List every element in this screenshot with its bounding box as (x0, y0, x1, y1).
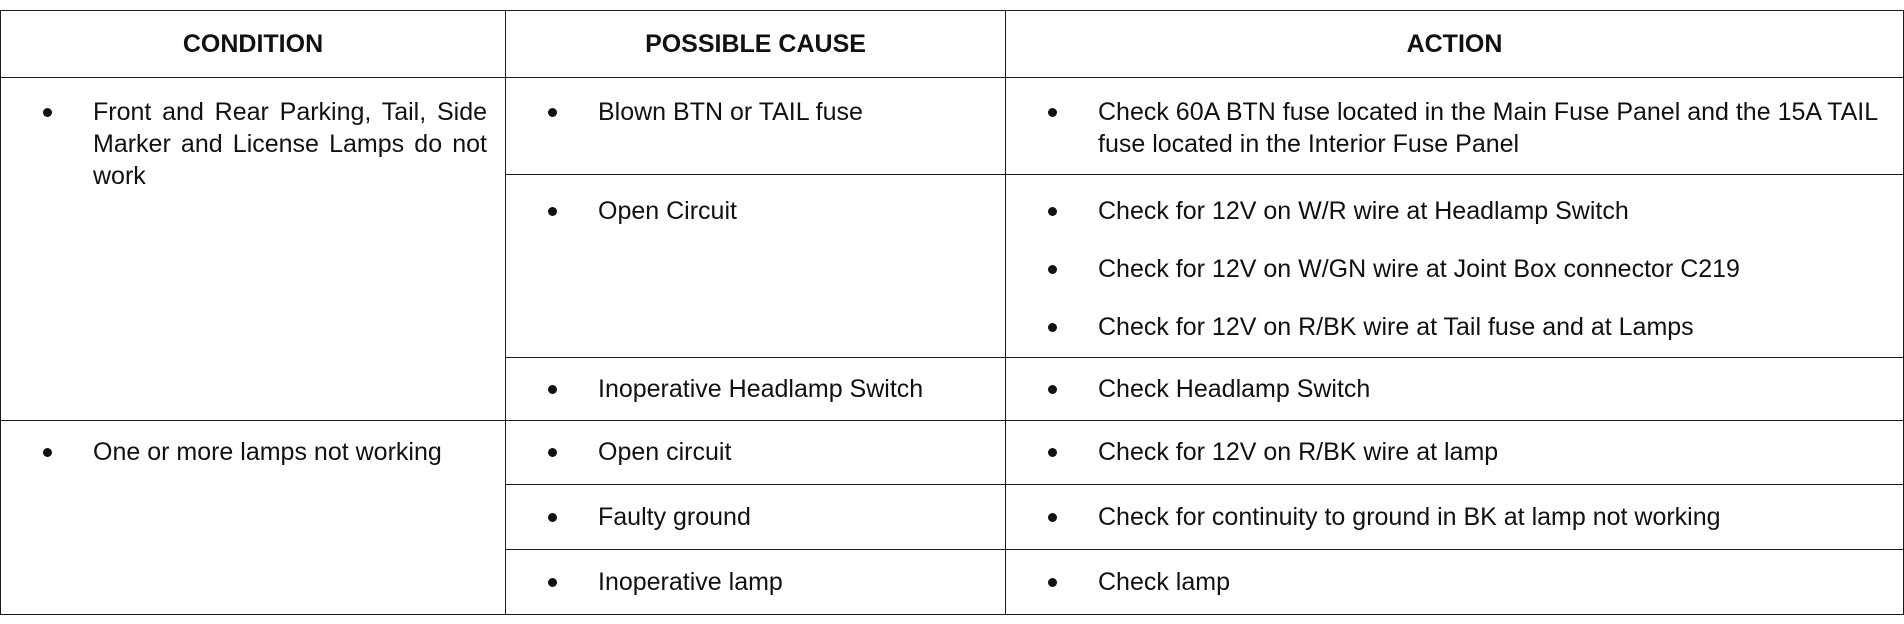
bullet-icon (1048, 207, 1057, 216)
action-cell (1006, 78, 1904, 175)
cause-text: Faulty ground (598, 503, 751, 531)
condition-cell (1, 421, 506, 615)
action-text: Check for 12V on W/R wire at Headlamp Switch (1098, 197, 1629, 225)
cause-cell (506, 421, 1006, 485)
action-text: Check Headlamp Switch (1098, 375, 1371, 403)
action-text: Check for 12V on R/BK wire at lamp (1098, 438, 1499, 466)
bullet-icon (548, 108, 557, 117)
bullet-icon (548, 385, 557, 394)
action-item (1006, 311, 1903, 343)
action-cell (1006, 550, 1904, 615)
bullet-icon (548, 207, 557, 216)
action-item (1006, 566, 1903, 598)
cause-item (506, 436, 1005, 468)
cause-cell (506, 358, 1006, 421)
troubleshooting-table-container (0, 10, 1903, 615)
cause-item (506, 501, 1005, 533)
bullet-icon (1048, 385, 1057, 394)
condition-text: Front and Rear Parking, Tail, Side Marker and License Lamps do not work (93, 98, 487, 190)
table-row (1, 421, 1904, 485)
bullet-icon (1048, 108, 1057, 117)
action-cell (1006, 421, 1904, 485)
cause-text: Blown BTN or TAIL fuse (598, 98, 863, 126)
cause-item (506, 373, 1005, 405)
cause-item (506, 195, 1005, 227)
bullet-icon (1048, 578, 1057, 587)
bullet-icon (548, 513, 557, 522)
cause-item (506, 96, 1005, 128)
condition-text: One or more lamps not working (93, 438, 442, 466)
cause-text: Open Circuit (598, 197, 737, 225)
bullet-icon (1048, 448, 1057, 457)
cause-text: Open circuit (598, 438, 732, 466)
action-cell (1006, 358, 1904, 421)
action-text: Check for continuity to ground in BK at lamp not working (1098, 503, 1721, 531)
header-condition: CONDITION (1, 11, 506, 78)
cause-cell (506, 550, 1006, 615)
cause-cell (506, 78, 1006, 175)
action-text: Check lamp (1098, 568, 1230, 596)
bullet-icon (1048, 513, 1057, 522)
action-text: Check for 12V on R/BK wire at Tail fuse and at Lamps (1098, 313, 1694, 341)
bullet-icon (548, 578, 557, 587)
action-item (1006, 373, 1903, 405)
condition-item (1, 436, 505, 468)
action-item (1006, 96, 1903, 160)
action-text: Check 60A BTN fuse located in the Main Fuse Panel and the 15A TAIL fuse located in the Interior Fuse Panel (1098, 98, 1878, 158)
action-cell (1006, 175, 1904, 358)
table-row (1, 78, 1904, 175)
header-row (1, 11, 1904, 78)
action-item (1006, 195, 1903, 227)
action-item (1006, 501, 1903, 533)
cause-text: Inoperative Headlamp Switch (598, 375, 924, 403)
cause-item (506, 566, 1005, 598)
condition-item (1, 96, 505, 192)
troubleshooting-table (0, 10, 1904, 615)
bullet-icon (43, 448, 52, 457)
action-item (1006, 253, 1903, 285)
header-possible-cause: POSSIBLE CAUSE (506, 11, 1006, 78)
action-item (1006, 436, 1903, 468)
bullet-icon (548, 448, 557, 457)
bullet-icon (1048, 323, 1057, 332)
action-text: Check for 12V on W/GN wire at Joint Box connector C219 (1098, 255, 1740, 283)
bullet-icon (43, 108, 52, 117)
action-cell (1006, 485, 1904, 550)
bullet-icon (1048, 265, 1057, 274)
cause-cell (506, 485, 1006, 550)
cause-cell (506, 175, 1006, 358)
cause-text: Inoperative lamp (598, 568, 783, 596)
condition-cell (1, 78, 506, 421)
header-action: ACTION (1006, 11, 1904, 78)
